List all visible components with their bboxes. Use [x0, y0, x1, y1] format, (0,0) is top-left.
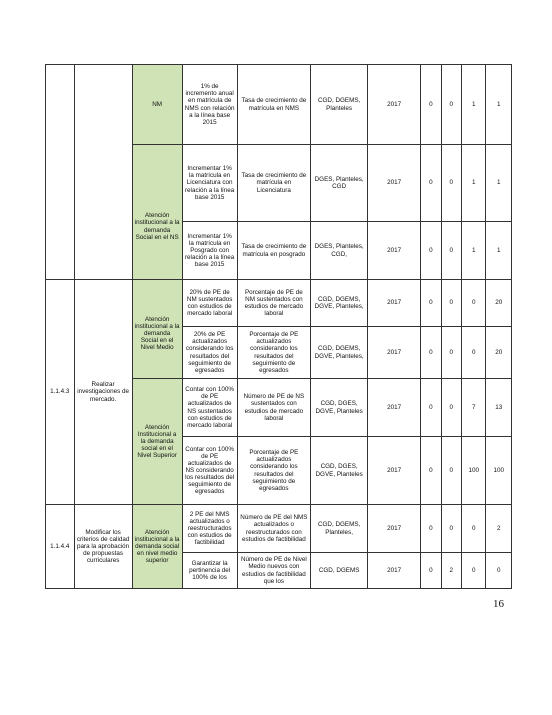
value-cell: 13: [486, 379, 512, 437]
value-cell: 0: [421, 437, 441, 505]
year-cell: 2017: [368, 280, 421, 327]
value-cell: 0: [441, 505, 461, 553]
meta-cell: 20% de PE actualizados considerando los resultados del seguimiento de egresados: [182, 327, 237, 379]
indicator-cell: Número de PE de NS sustentados con estudios de mercado laboral: [237, 379, 310, 437]
meta-cell: Incrementar 1% la matrícula en Licenciatura con relación a la línea base 2015: [182, 145, 237, 222]
value-cell: 1: [486, 145, 512, 222]
value-cell: 1: [486, 65, 512, 145]
value-cell: 7: [461, 379, 485, 437]
year-cell: 2017: [368, 553, 421, 589]
meta-cell: 1% de incremento anual en matrícula de NMS con relación a la línea base 2015: [182, 65, 237, 145]
value-cell: 0: [461, 505, 485, 553]
year-cell: 2017: [368, 145, 421, 222]
value-cell: 0: [421, 222, 441, 280]
year-cell: 2017: [368, 437, 421, 505]
value-cell: 0: [421, 145, 441, 222]
year-cell: 2017: [368, 65, 421, 145]
indicator-cell: Tasa de crecimiento de matrícula en NMS: [237, 65, 310, 145]
value-cell: 1: [461, 222, 485, 280]
meta-cell: Contar con 100% de PE actualizados de NS considerando los resultados del seguimiento de egresados: [182, 437, 237, 505]
table-row: [46, 280, 512, 327]
table-row: [46, 65, 512, 145]
responsible-cell: CGD, DGEMS: [311, 553, 368, 589]
value-cell: 0: [441, 327, 461, 379]
indicator-cell: Tasa de crecimiento de matrícula en posgrado: [237, 222, 310, 280]
code-cell: 1.1.4.3: [46, 280, 75, 505]
value-cell: 1: [461, 65, 485, 145]
value-cell: 20: [486, 327, 512, 379]
value-cell: 0: [461, 327, 485, 379]
year-cell: 2017: [368, 379, 421, 437]
indicator-cell: Número de PE de Nivel Medio nuevos con estudios de factibilidad que los: [237, 553, 310, 589]
code-cell: 1.1.4.4: [46, 505, 75, 589]
meta-cell: Incrementar 1% la matrícula en Posgrado con relación a la línea base 2015: [182, 222, 237, 280]
value-cell: 1: [461, 145, 485, 222]
year-cell: 2017: [368, 222, 421, 280]
value-cell: 0: [441, 379, 461, 437]
meta-cell: Contar con 100% de PE actualizados de NS sustentados con estudios de mercado laboral: [182, 379, 237, 437]
population-cell: Atención Institucional a la demanda social en el Nivel Superior: [132, 379, 182, 505]
indicator-cell: Porcentaje de PE actualizados considerando los resultados del seguimiento de egresados: [237, 437, 310, 505]
responsible-cell: DGES, Planteles, CGD,: [311, 222, 368, 280]
value-cell: 0: [441, 65, 461, 145]
value-cell: 100: [486, 437, 512, 505]
value-cell: 0: [461, 553, 485, 589]
value-cell: 0: [486, 553, 512, 589]
planning-table: [45, 64, 512, 589]
population-cell: Atención institucional a la demanda Social en el NS: [132, 145, 182, 280]
value-cell: 0: [421, 280, 441, 327]
activity-cell: Realizar investigaciones de mercado.: [74, 280, 132, 505]
activity-cell: Modificar los criterios de calidad para la aprobación de propuestas curriculares: [74, 505, 132, 589]
indicator-cell: Número de PE del NMS actualizados o reestructurados con estudios de factibilidad: [237, 505, 310, 553]
responsible-cell: CGD, DGES, DGVE, Planteles: [311, 437, 368, 505]
value-cell: 0: [441, 222, 461, 280]
indicator-cell: Porcentaje de PE actualizados considerando los resultados del seguimiento de egresados: [237, 327, 310, 379]
code-cell: [46, 65, 75, 280]
value-cell: 0: [421, 553, 441, 589]
responsible-cell: CGD, DGEMS, DGVE, Planteles,: [311, 280, 368, 327]
year-cell: 2017: [368, 327, 421, 379]
value-cell: 0: [421, 379, 441, 437]
value-cell: 0: [421, 65, 441, 145]
value-cell: 2: [486, 505, 512, 553]
activity-cell: [74, 65, 132, 280]
population-cell: Atención institucional a la demanda Social en el Nivel Medio: [132, 280, 182, 379]
value-cell: 20: [486, 280, 512, 327]
indicator-cell: Tasa de crecimiento de matrícula en Licenciatura: [237, 145, 310, 222]
population-cell: Atención institucional a la demanda social en nivel medio superior: [132, 505, 182, 589]
value-cell: 0: [441, 145, 461, 222]
value-cell: 2: [441, 553, 461, 589]
value-cell: 0: [461, 280, 485, 327]
responsible-cell: DGES, Planteles, CGD: [311, 145, 368, 222]
value-cell: 100: [461, 437, 485, 505]
year-cell: 2017: [368, 505, 421, 553]
population-cell: NM: [132, 65, 182, 145]
table-row: [46, 505, 512, 553]
value-cell: 0: [441, 280, 461, 327]
value-cell: 0: [441, 437, 461, 505]
responsible-cell: CGD, DGEMS, Planteles: [311, 65, 368, 145]
responsible-cell: CGD, DGES, DGVE, Planteles: [311, 379, 368, 437]
indicator-cell: Porcentaje de PE de NM sustentados con estudios de mercado laboral: [237, 280, 310, 327]
value-cell: 0: [421, 505, 441, 553]
page-number: 16: [493, 598, 504, 610]
value-cell: 1: [486, 222, 512, 280]
value-cell: 0: [421, 327, 441, 379]
meta-cell: Garantizar la pertinencia del 100% de los: [182, 553, 237, 589]
meta-cell: 2 PE del NMS actualizados o reestructurados con estudios de factibilidad: [182, 505, 237, 553]
responsible-cell: CGD, DGEMS, DGVE, Planteles,: [311, 327, 368, 379]
responsible-cell: CGD, DGEMS, Planteles,: [311, 505, 368, 553]
meta-cell: 20% de PE de NM sustentados con estudios de mercado laboral: [182, 280, 237, 327]
